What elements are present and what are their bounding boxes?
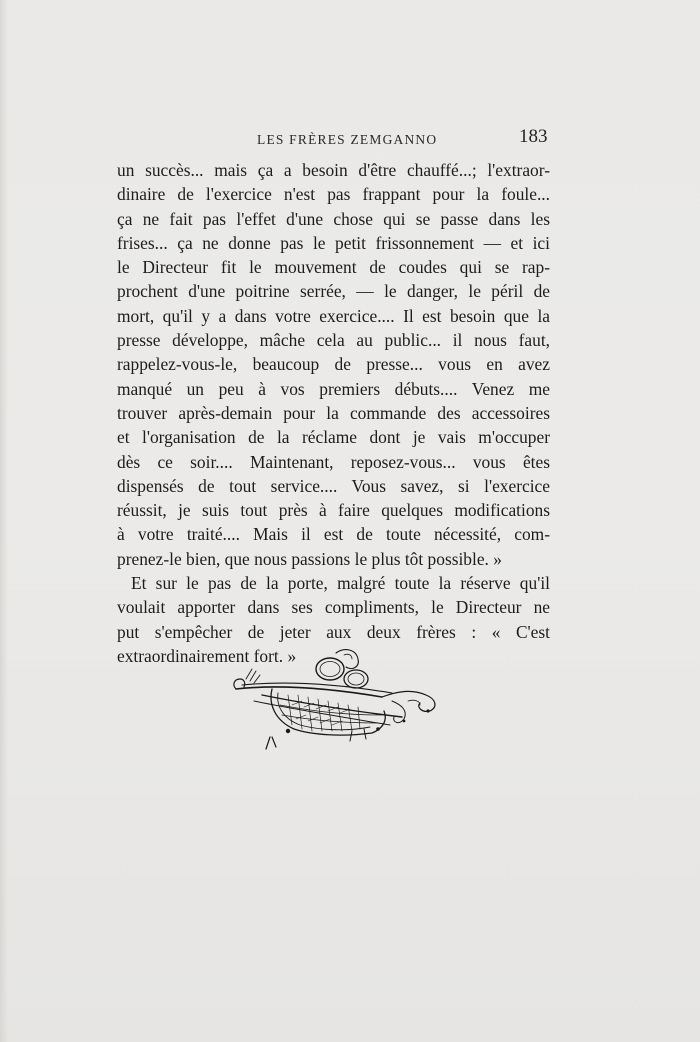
- text-line: et l'organisation de la réclame dont je vais m'occuper: [117, 427, 550, 448]
- running-head: [0, 126, 700, 150]
- text-line: extraordinairement fort. »: [117, 645, 297, 666]
- text-line: mort, qu'il y a dans votre exercice.... Il est besoin que la: [117, 305, 550, 326]
- text-line: presse développe, mâche cela au public... il nous faut,: [117, 330, 550, 351]
- text-line: dinaire de l'exercice n'est pas frappant pour la foule...: [117, 184, 550, 205]
- running-title: LES FRÈRES ZEMGANNO: [257, 132, 438, 147]
- text-line: prenez-le bien, que nous passions le plus tôt possible. »: [117, 548, 502, 569]
- text-line: manqué un peu à vos premiers débuts.... Venez me: [117, 378, 550, 399]
- text-line: prochent d'une poitrine serrée, — le danger, le péril de: [117, 281, 550, 302]
- text-line: trouver après-demain pour la commande des accessoires: [117, 402, 550, 423]
- paragraph-1: [117, 158, 550, 571]
- text-line: put s'empêcher de jeter aux deux frères : « C'est: [117, 621, 550, 642]
- text-line: dispensés de tout service.... Vous savez, si l'exercice: [117, 475, 550, 496]
- page-edge-shadow: [0, 0, 8, 1042]
- text-line: ça ne fait pas l'effet d'une chose qui se passe dans les: [117, 208, 550, 229]
- text-line: rappelez-vous-le, beaucoup de presse... vous en avez: [117, 354, 550, 375]
- text-line: frises... ça ne donne pas le petit frissonnement — et ici: [117, 232, 550, 253]
- text-line: réussit, je suis tout près à faire quelques modifications: [117, 500, 550, 521]
- page-number: 183: [519, 126, 548, 147]
- text-line: le Directeur fit le mouvement de coudes qui se rap-: [117, 257, 550, 278]
- text-line: un succès... mais ça a besoin d'être chauffé...; l'extraor-: [117, 160, 550, 180]
- text-line: voulait apporter dans ses compliments, le Directeur ne: [117, 597, 550, 618]
- text-line: dès ce soir.... Maintenant, reposez-vous... vous êtes: [117, 451, 550, 472]
- text-line: à votre traité.... Mais il est de toute nécessité, com-: [117, 524, 550, 545]
- body-text: [117, 158, 550, 668]
- text-line: Et sur le pas de la porte, malgré toute la réserve qu'il: [131, 573, 550, 594]
- circus-props-vignette-icon: [232, 645, 444, 755]
